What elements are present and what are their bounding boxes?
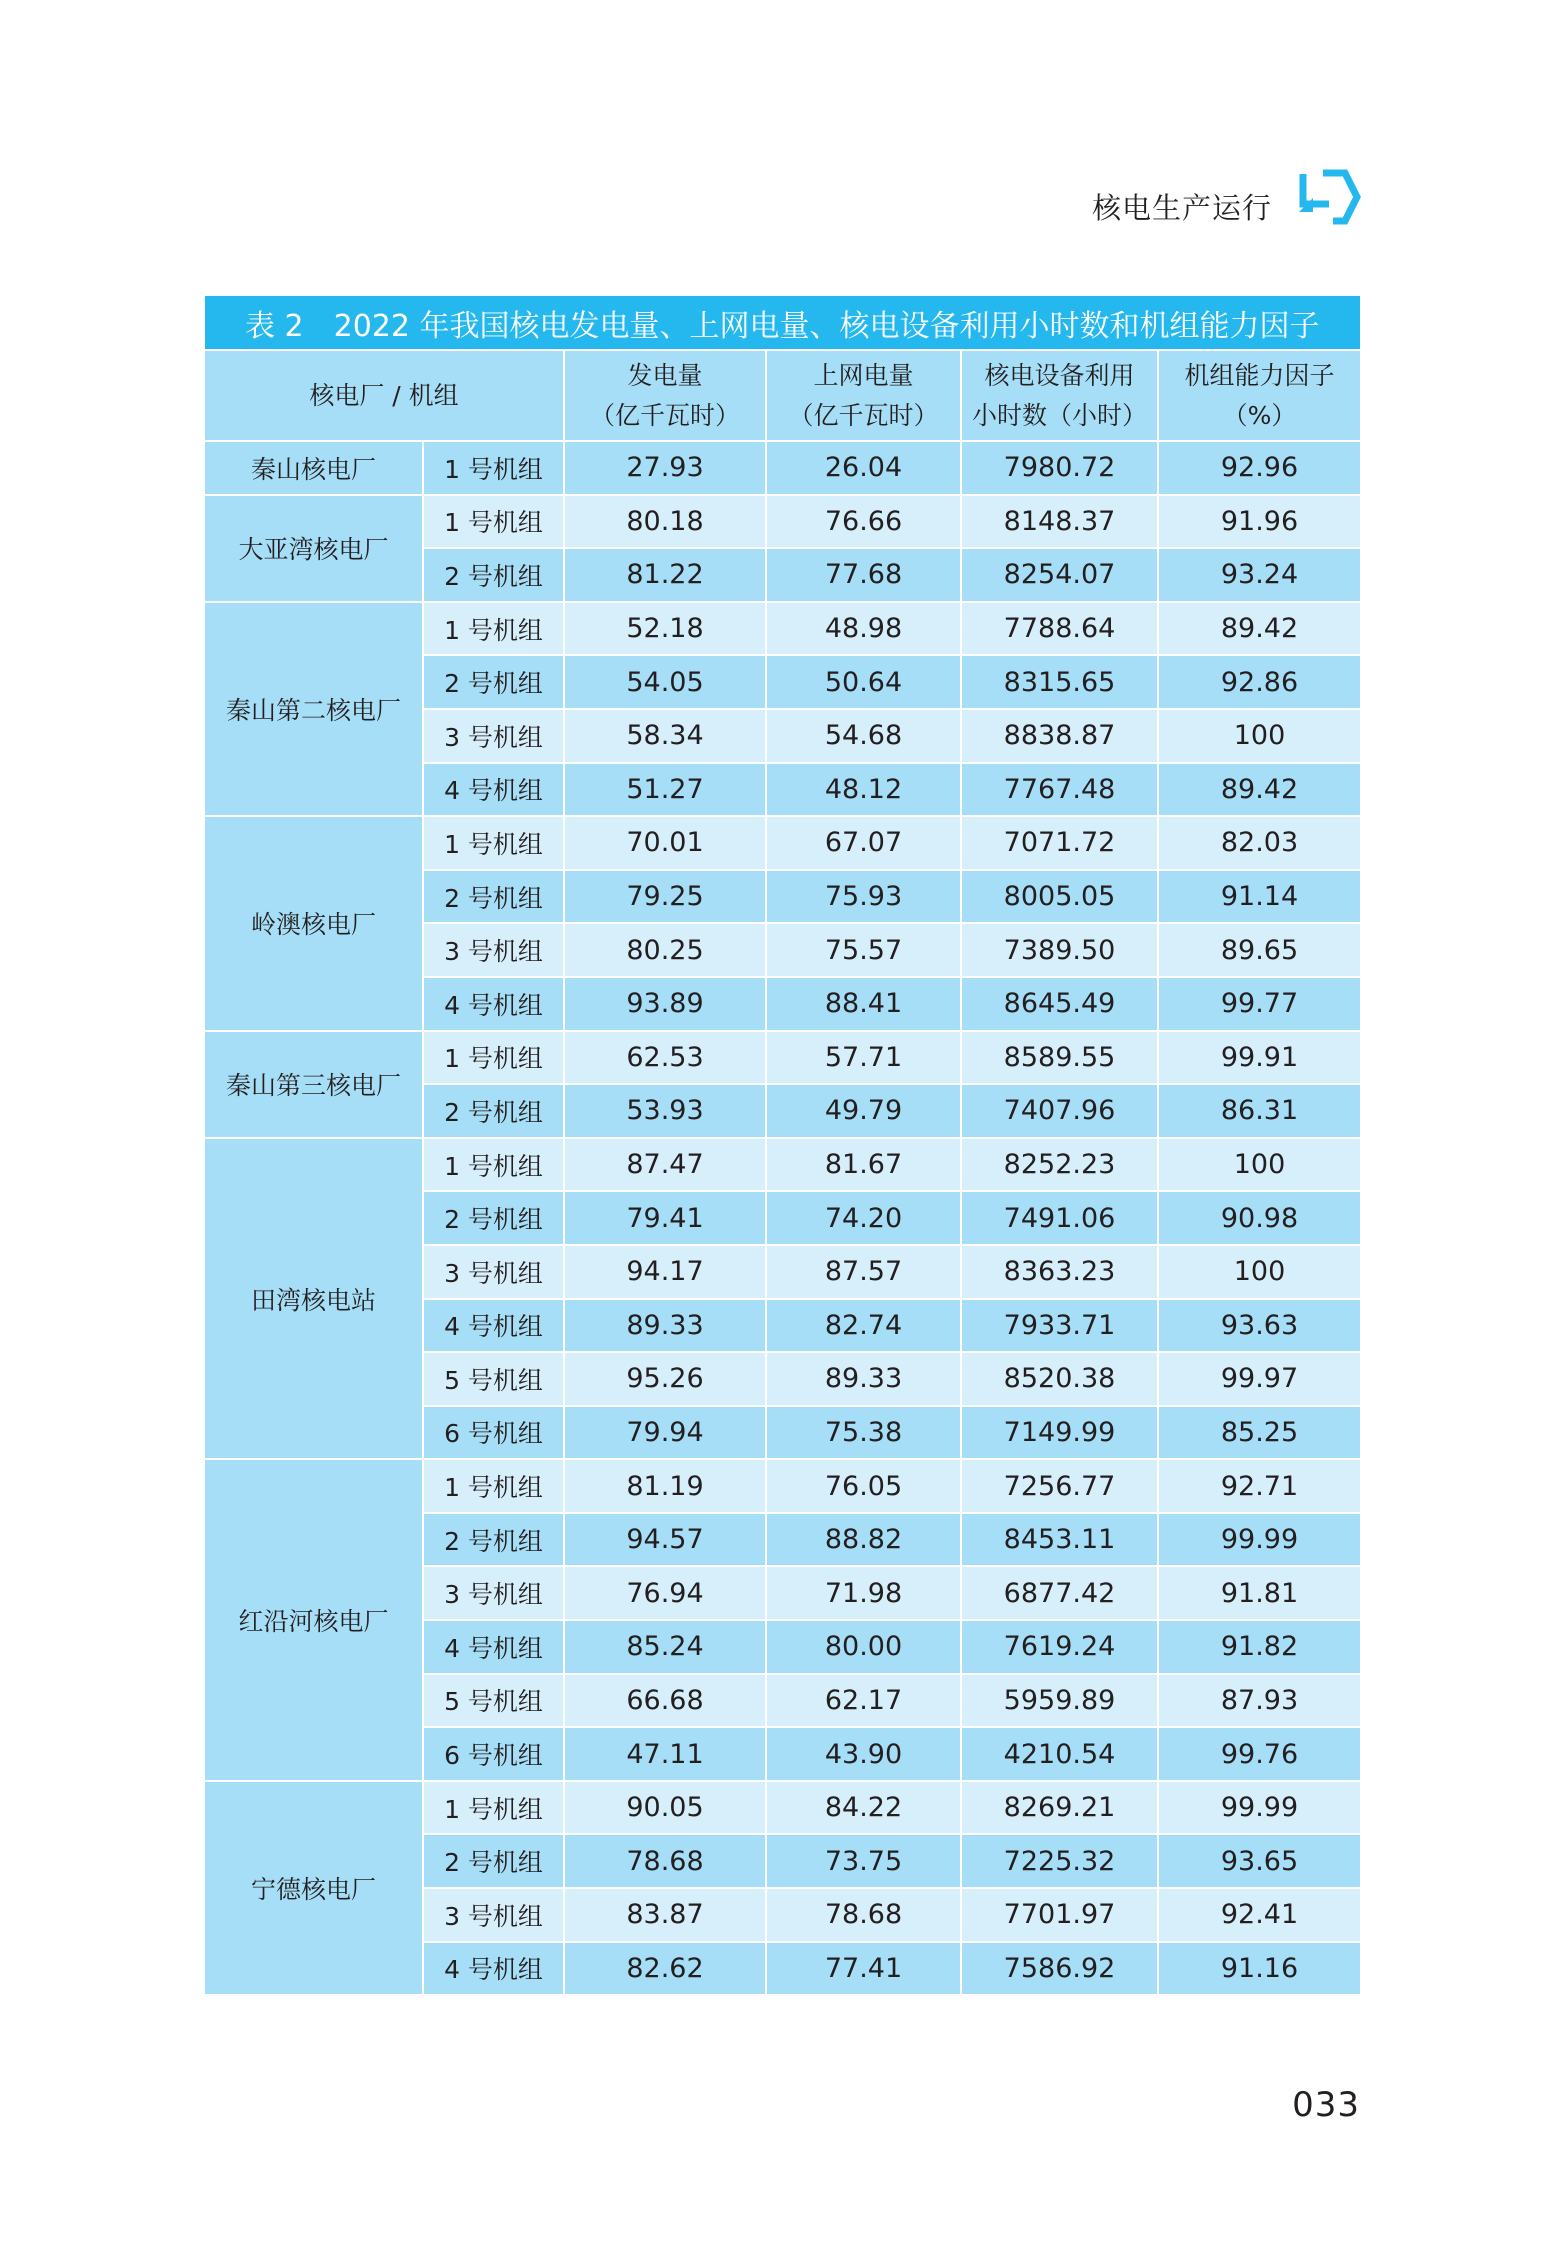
capacity-factor-cell: 92.41 (1159, 1889, 1360, 1943)
capacity-factor-cell: 100 (1159, 710, 1360, 764)
plant-name-cell: 岭澳核电厂 (205, 817, 424, 1031)
generation-cell: 94.17 (565, 1246, 767, 1300)
unit-cell: 2 号机组 (424, 656, 565, 710)
hours-cell: 7980.72 (962, 442, 1159, 496)
generation-cell: 54.05 (565, 656, 767, 710)
grid-cell: 71.98 (767, 1567, 962, 1621)
hours-cell: 7933.71 (962, 1300, 1159, 1354)
table-row (205, 1032, 1360, 1086)
hours-cell: 8269.21 (962, 1782, 1159, 1836)
generation-cell: 70.01 (565, 817, 767, 871)
grid-cell: 26.04 (767, 442, 962, 496)
unit-cell: 1 号机组 (424, 1032, 565, 1086)
column-header-line: 上网电量 (813, 360, 914, 390)
hours-cell: 6877.42 (962, 1567, 1159, 1621)
hours-cell: 8252.23 (962, 1139, 1159, 1193)
unit-cell: 1 号机组 (424, 603, 565, 657)
hours-cell: 5959.89 (962, 1675, 1159, 1729)
unit-cell: 1 号机组 (424, 1460, 565, 1514)
capacity-factor-cell: 89.42 (1159, 764, 1360, 818)
hours-cell: 7767.48 (962, 764, 1159, 818)
generation-cell: 95.26 (565, 1353, 767, 1407)
grid-cell: 62.17 (767, 1675, 962, 1729)
capacity-factor-cell: 99.99 (1159, 1782, 1360, 1836)
page-number: 033 (1292, 2085, 1360, 2125)
unit-cell: 3 号机组 (424, 1889, 565, 1943)
table-title (205, 296, 1360, 351)
generation-cell: 79.94 (565, 1407, 767, 1461)
generation-cell: 82.62 (565, 1943, 767, 1997)
capacity-factor-cell: 92.86 (1159, 656, 1360, 710)
grid-cell: 67.07 (767, 817, 962, 871)
column-header-hours (962, 351, 1159, 442)
column-header-line: 核电设备利用 (984, 360, 1135, 390)
grid-cell: 77.41 (767, 1943, 962, 1997)
capacity-factor-cell: 99.91 (1159, 1032, 1360, 1086)
table-title-text: 2022 年我国核电发电量、上网电量、核电设备利用小时数和机组能力因子 (333, 308, 1320, 344)
column-header-line: 发电量 (627, 360, 703, 390)
grid-cell: 88.82 (767, 1514, 962, 1568)
unit-cell: 5 号机组 (424, 1675, 565, 1729)
hours-cell: 8838.87 (962, 710, 1159, 764)
grid-cell: 75.38 (767, 1407, 962, 1461)
table-row (205, 496, 1360, 550)
column-header-line: 机组能力因子 (1184, 360, 1335, 390)
hours-cell: 4210.54 (962, 1728, 1159, 1782)
grid-cell: 48.12 (767, 764, 962, 818)
hours-cell: 7788.64 (962, 603, 1159, 657)
capacity-factor-cell: 99.97 (1159, 1353, 1360, 1407)
capacity-factor-cell: 100 (1159, 1139, 1360, 1193)
unit-cell: 4 号机组 (424, 978, 565, 1032)
grid-cell: 89.33 (767, 1353, 962, 1407)
plant-name-cell: 田湾核电站 (205, 1139, 424, 1461)
hours-cell: 7389.50 (962, 924, 1159, 978)
unit-cell: 4 号机组 (424, 1943, 565, 1997)
hours-cell: 7586.92 (962, 1943, 1159, 1997)
grid-cell: 50.64 (767, 656, 962, 710)
grid-cell: 48.98 (767, 603, 962, 657)
generation-cell: 89.33 (565, 1300, 767, 1354)
generation-cell: 66.68 (565, 1675, 767, 1729)
generation-cell: 78.68 (565, 1835, 767, 1889)
column-header-grid (767, 351, 962, 442)
nuclear-power-table (205, 296, 1360, 1996)
hours-cell: 8453.11 (962, 1514, 1159, 1568)
hours-cell: 7225.32 (962, 1835, 1159, 1889)
capacity-factor-cell: 91.82 (1159, 1621, 1360, 1675)
generation-cell: 81.19 (565, 1460, 767, 1514)
unit-cell: 2 号机组 (424, 1192, 565, 1246)
grid-cell: 87.57 (767, 1246, 962, 1300)
capacity-factor-cell: 89.42 (1159, 603, 1360, 657)
column-header-unit: （亿千瓦时） (788, 400, 939, 430)
column-header-generation (565, 351, 767, 442)
plant-name-cell: 秦山核电厂 (205, 442, 424, 496)
capacity-factor-cell: 90.98 (1159, 1192, 1360, 1246)
unit-cell: 4 号机组 (424, 1621, 565, 1675)
generation-cell: 76.94 (565, 1567, 767, 1621)
capacity-factor-cell: 82.03 (1159, 817, 1360, 871)
hours-cell: 8148.37 (962, 496, 1159, 550)
table-row (205, 1460, 1360, 1514)
plant-name-cell: 宁德核电厂 (205, 1782, 424, 1996)
capacity-factor-cell: 100 (1159, 1246, 1360, 1300)
capacity-factor-cell: 86.31 (1159, 1085, 1360, 1139)
table-body (205, 442, 1360, 1996)
generation-cell: 83.87 (565, 1889, 767, 1943)
unit-cell: 1 号机组 (424, 1139, 565, 1193)
generation-cell: 79.25 (565, 871, 767, 925)
hours-cell: 8005.05 (962, 871, 1159, 925)
capacity-factor-cell: 99.99 (1159, 1514, 1360, 1568)
hours-cell: 7619.24 (962, 1621, 1159, 1675)
table-row (205, 1139, 1360, 1193)
unit-cell: 1 号机组 (424, 817, 565, 871)
capacity-factor-cell: 92.71 (1159, 1460, 1360, 1514)
unit-cell: 3 号机组 (424, 1246, 565, 1300)
generation-cell: 58.34 (565, 710, 767, 764)
generation-cell: 93.89 (565, 978, 767, 1032)
grid-cell: 74.20 (767, 1192, 962, 1246)
hours-cell: 8589.55 (962, 1032, 1159, 1086)
hours-cell: 8363.23 (962, 1246, 1159, 1300)
column-header-unit: （亿千瓦时） (589, 400, 740, 430)
unit-cell: 4 号机组 (424, 764, 565, 818)
hours-cell: 7149.99 (962, 1407, 1159, 1461)
unit-cell: 3 号机组 (424, 924, 565, 978)
hours-cell: 7701.97 (962, 1889, 1159, 1943)
generation-cell: 90.05 (565, 1782, 767, 1836)
generation-cell: 62.53 (565, 1032, 767, 1086)
capacity-factor-cell: 91.96 (1159, 496, 1360, 550)
table-row (205, 603, 1360, 657)
capacity-factor-cell: 93.63 (1159, 1300, 1360, 1354)
generation-cell: 79.41 (565, 1192, 767, 1246)
section-title: 核电生产运行 (1091, 191, 1272, 225)
column-header-capacity-factor (1159, 351, 1360, 442)
unit-cell: 5 号机组 (424, 1353, 565, 1407)
grid-cell: 76.05 (767, 1460, 962, 1514)
hours-cell: 8645.49 (962, 978, 1159, 1032)
table-title-number: 表 2 (245, 308, 304, 344)
grid-cell: 81.67 (767, 1139, 962, 1193)
grid-cell: 77.68 (767, 549, 962, 603)
grid-cell: 78.68 (767, 1889, 962, 1943)
capacity-factor-cell: 91.14 (1159, 871, 1360, 925)
capacity-factor-cell: 85.25 (1159, 1407, 1360, 1461)
hours-cell: 7491.06 (962, 1192, 1159, 1246)
grid-cell: 76.66 (767, 496, 962, 550)
unit-cell: 2 号机组 (424, 549, 565, 603)
plant-name-cell: 大亚湾核电厂 (205, 496, 424, 603)
grid-cell: 49.79 (767, 1085, 962, 1139)
capacity-factor-cell: 87.93 (1159, 1675, 1360, 1729)
hours-cell: 7071.72 (962, 817, 1159, 871)
column-header-unit: （%） (1222, 400, 1297, 430)
generation-cell: 80.25 (565, 924, 767, 978)
generation-cell: 47.11 (565, 1728, 767, 1782)
unit-cell: 2 号机组 (424, 1835, 565, 1889)
unit-cell: 2 号机组 (424, 871, 565, 925)
grid-cell: 75.57 (767, 924, 962, 978)
unit-cell: 1 号机组 (424, 496, 565, 550)
generation-cell: 80.18 (565, 496, 767, 550)
grid-cell: 88.41 (767, 978, 962, 1032)
unit-cell: 6 号机组 (424, 1728, 565, 1782)
grid-cell: 82.74 (767, 1300, 962, 1354)
hours-cell: 8520.38 (962, 1353, 1159, 1407)
grid-cell: 75.93 (767, 871, 962, 925)
unit-cell: 6 号机组 (424, 1407, 565, 1461)
capacity-factor-cell: 89.65 (1159, 924, 1360, 978)
capacity-factor-cell: 92.96 (1159, 442, 1360, 496)
capacity-factor-cell: 99.77 (1159, 978, 1360, 1032)
generation-cell: 94.57 (565, 1514, 767, 1568)
unit-cell: 3 号机组 (424, 1567, 565, 1621)
capacity-factor-cell: 93.65 (1159, 1835, 1360, 1889)
plant-name-cell: 红沿河核电厂 (205, 1460, 424, 1782)
capacity-factor-cell: 91.81 (1159, 1567, 1360, 1621)
generation-cell: 27.93 (565, 442, 767, 496)
grid-cell: 84.22 (767, 1782, 962, 1836)
column-header-plant-unit: 核电厂 / 机组 (205, 351, 565, 442)
unit-cell: 2 号机组 (424, 1085, 565, 1139)
capacity-factor-cell: 93.24 (1159, 549, 1360, 603)
table-row (205, 1782, 1360, 1836)
grid-cell: 57.71 (767, 1032, 962, 1086)
table-row (205, 442, 1360, 496)
generation-cell: 51.27 (565, 764, 767, 818)
hours-cell: 7407.96 (962, 1085, 1159, 1139)
hours-cell: 8254.07 (962, 549, 1159, 603)
unit-cell: 3 号机组 (424, 710, 565, 764)
table-row (205, 817, 1360, 871)
unit-cell: 1 号机组 (424, 442, 565, 496)
grid-cell: 54.68 (767, 710, 962, 764)
generation-cell: 53.93 (565, 1085, 767, 1139)
generation-cell: 81.22 (565, 549, 767, 603)
grid-cell: 73.75 (767, 1835, 962, 1889)
generation-cell: 52.18 (565, 603, 767, 657)
chapter-arrow-icon (1297, 168, 1363, 226)
generation-cell: 87.47 (565, 1139, 767, 1193)
unit-cell: 2 号机组 (424, 1514, 565, 1568)
grid-cell: 43.90 (767, 1728, 962, 1782)
hours-cell: 8315.65 (962, 656, 1159, 710)
generation-cell: 85.24 (565, 1621, 767, 1675)
capacity-factor-cell: 91.16 (1159, 1943, 1360, 1997)
capacity-factor-cell: 99.76 (1159, 1728, 1360, 1782)
unit-cell: 1 号机组 (424, 1782, 565, 1836)
hours-cell: 7256.77 (962, 1460, 1159, 1514)
column-header-unit: 小时数（小时） (971, 400, 1147, 430)
plant-name-cell: 秦山第二核电厂 (205, 603, 424, 817)
plant-name-cell: 秦山第三核电厂 (205, 1032, 424, 1139)
grid-cell: 80.00 (767, 1621, 962, 1675)
unit-cell: 4 号机组 (424, 1300, 565, 1354)
